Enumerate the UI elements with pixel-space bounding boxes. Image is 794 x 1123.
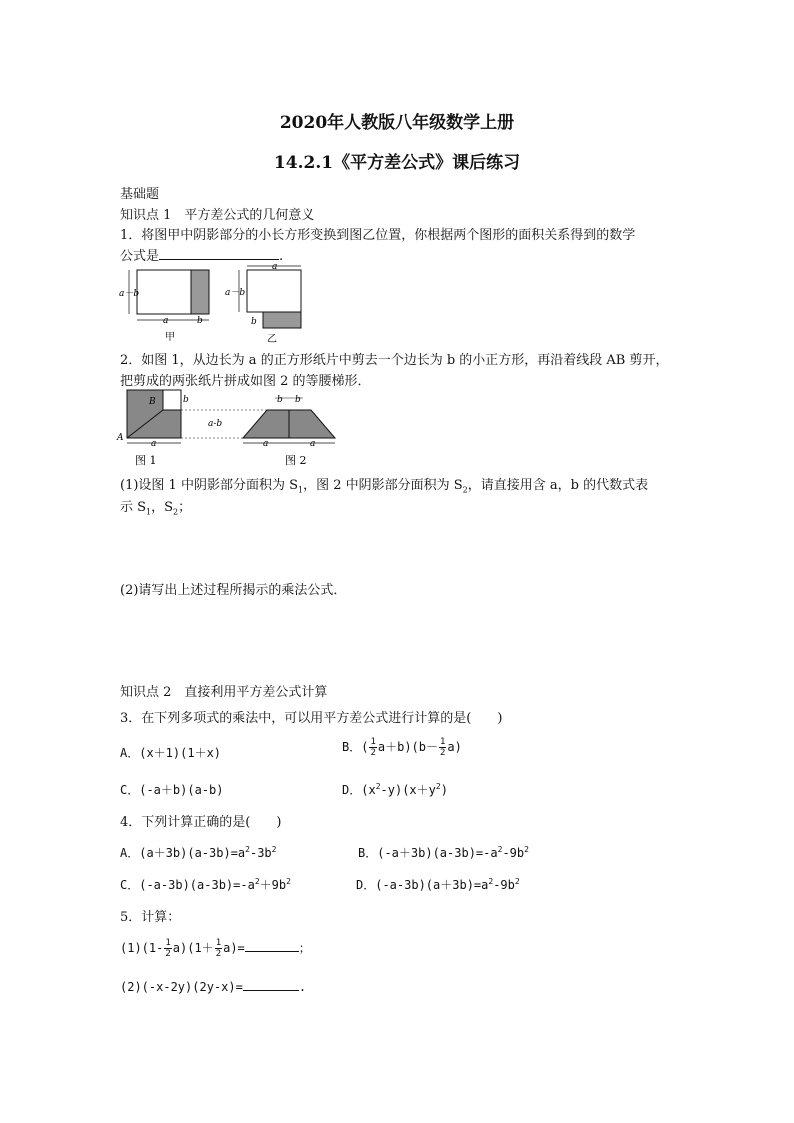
q5-p1-frac1-den: 2 — [165, 949, 171, 959]
fig1-label-B: B — [149, 397, 156, 407]
q4-option-a[interactable] — [120, 844, 277, 861]
q4-a-text2: -3b — [249, 846, 272, 860]
q4-option-c[interactable] — [120, 876, 291, 893]
q5-p2-a: (2)(-x-2y)(2y-x)= — [120, 980, 243, 994]
knowledge-point-2: 知识点 2 直接利用平方差公式计算 — [120, 685, 328, 700]
fig-jia-label-b: b — [197, 316, 203, 326]
page-title: 2020年人教版八年级数学上册 — [279, 113, 515, 133]
fig2-label-b2: b — [295, 395, 301, 405]
q5-stem: 5．计算： — [120, 910, 181, 925]
q4-c-sup1: 2 — [254, 877, 260, 886]
fig2-label-a2: a — [310, 439, 316, 449]
q5-p1-frac2-den: 2 — [215, 949, 222, 959]
fig-yi-label-a: a — [272, 262, 278, 272]
fig-jia-caption: 甲 — [165, 332, 175, 343]
q1-suffix: . — [279, 249, 284, 264]
fig1-caption: 图 1 — [135, 454, 157, 467]
q2-stem-line2: 把剪成的两张纸片拼成如图 2 的等腰梯形． — [120, 374, 371, 389]
q3-b-frac2 — [439, 737, 446, 758]
q3-b-frac1-den: 2 — [370, 748, 376, 758]
q3-d-mid: -y)(x＋y — [380, 783, 436, 797]
fig-yi-shaded — [263, 312, 301, 328]
q3-option-c[interactable]: C．(-a＋b)(a-b) — [120, 783, 224, 797]
q5-p2-end: . — [298, 980, 307, 994]
fig-label-amb: a-b — [208, 419, 223, 429]
q2-sub1-l2-b: ，S — [151, 500, 174, 515]
q4-a-sup2: 2 — [271, 845, 277, 854]
fig-yi-caption: 乙 — [267, 334, 277, 344]
q3-b-prefix: B．( — [342, 740, 369, 754]
q2-sub1-line2 — [120, 496, 191, 517]
q5-p1-frac2-num: 1 — [215, 938, 222, 948]
q2-stem-line1: 2．如图 1，从边长为 a 的正方形纸片中剪去一个边长为 b 的小正方形，再沿着线段 AB 剪开， — [120, 353, 669, 368]
fig1-label-b: b — [183, 395, 189, 405]
q3-d-sup1: 2 — [375, 782, 381, 791]
q2-sub1-l2-a: 示 S — [120, 500, 147, 515]
q5-p1-b: a)(1＋ — [172, 941, 214, 955]
page-subtitle: 14.2.1《平方差公式》课后练习 — [273, 153, 521, 173]
q1-prefix: 公式是 — [120, 249, 160, 264]
q4-a-text1: A．(a＋3b)(a-3b)=a — [120, 846, 246, 860]
q5-p1-answer-blank[interactable] — [245, 939, 299, 952]
q4-b-text2: -9b — [502, 846, 525, 860]
fig-jia-label-amb: a－b — [119, 289, 140, 299]
q3-d-sup2: 2 — [435, 782, 441, 791]
fig-yi-label-amb: a－b — [225, 288, 246, 298]
q1-stem-line1: 1．将图甲中阴影部分的小长方形变换到图乙位置，你根据两个图形的面积关系得到的数学 — [120, 228, 636, 243]
q2-figures — [115, 388, 350, 468]
fig1-label-A: A — [117, 433, 124, 443]
q2-sub1-l2-s2: 2 — [173, 507, 179, 517]
q3-option-a[interactable]: A．(x＋1)(1＋x) — [120, 746, 222, 760]
q5-p1-frac1-num: 1 — [165, 938, 171, 948]
q3-d-end: ) — [440, 783, 448, 797]
q2-sub1-l2-c: ； — [178, 500, 192, 515]
q1-figures — [115, 262, 315, 344]
q5-p1-a: (1)(1- — [120, 941, 164, 955]
q2-sub1-text-b: ，图 2 中阴影部分面积为 S — [303, 478, 463, 493]
q3-d-prefix: D．(x — [342, 783, 376, 797]
q4-option-b[interactable] — [358, 844, 529, 861]
q3-option-b[interactable] — [342, 737, 462, 758]
fig1-cut-square — [163, 390, 181, 410]
q3-b-mid: a＋b)(b－ — [377, 740, 438, 754]
q4-c-sup2: 2 — [286, 877, 291, 886]
fig-yi-rect — [247, 270, 301, 312]
q3-b-end: a) — [447, 740, 462, 754]
fig2-label-b1: b — [277, 395, 283, 405]
section-heading: 基础题 — [120, 187, 160, 202]
q5-p1-frac2 — [215, 938, 222, 959]
q3-b-frac1 — [369, 737, 376, 758]
q3-b-frac2-num: 1 — [440, 737, 446, 747]
knowledge-point-1: 知识点 1 平方差公式的几何意义 — [120, 208, 315, 223]
q2-sub1-text-a: (1)设图 1 中阴影部分面积为 S — [120, 478, 298, 493]
q5-p1-frac1 — [164, 938, 171, 959]
fig-jia-shaded — [191, 270, 209, 314]
q2-sub1-line1 — [120, 474, 648, 495]
q2-sub2: (2)请写出上述过程所揭示的乘法公式． — [120, 583, 347, 598]
q4-b-sup1: 2 — [497, 845, 503, 854]
q4-d-sup2: 2 — [514, 877, 520, 886]
q3-stem: 3．在下列多项式的乘法中，可以用平方差公式进行计算的是( ) — [120, 711, 503, 726]
fig2-caption: 图 2 — [285, 454, 307, 467]
fig-yi-label-b: b — [251, 317, 257, 327]
q5-p1-end: ； — [298, 941, 311, 955]
q4-d-sup1: 2 — [488, 877, 494, 886]
q4-b-sup2: 2 — [524, 845, 529, 854]
q1-answer-blank[interactable] — [159, 247, 279, 260]
q3-b-frac1-num: 1 — [370, 737, 376, 747]
q2-sub1-l2-s1: 1 — [146, 507, 152, 517]
q4-option-d[interactable] — [356, 876, 520, 893]
q4-c-text1: C．(-a-3b)(a-3b)=-a — [120, 878, 255, 892]
q5-part2 — [120, 978, 306, 994]
q5-p2-answer-blank[interactable] — [243, 978, 299, 991]
q2-sub1-text-c: ，请直接用含 a，b 的代数式表 — [467, 478, 649, 493]
fig2-label-a1: a — [263, 439, 269, 449]
q4-b-text1: B．(-a＋3b)(a-3b)=-a — [358, 846, 498, 860]
fig1-label-a: a — [151, 439, 157, 449]
q4-c-text2: ＋9b — [259, 878, 287, 892]
q2-sub1-s2: 2 — [462, 485, 468, 495]
q5-p1-c: a)= — [223, 941, 245, 955]
fig-jia-label-a: a — [163, 316, 169, 326]
q3-option-d[interactable] — [342, 781, 448, 798]
q4-d-text1: D．(-a-3b)(a＋3b)=a — [356, 878, 489, 892]
q4-stem: 4．下列计算正确的是( ) — [120, 815, 282, 830]
q5-part1 — [120, 938, 311, 959]
q4-a-sup1: 2 — [245, 845, 250, 854]
q3-b-frac2-den: 2 — [440, 748, 446, 758]
q4-d-text2: -9b — [493, 878, 515, 892]
q2-sub1-s1: 1 — [298, 485, 304, 495]
